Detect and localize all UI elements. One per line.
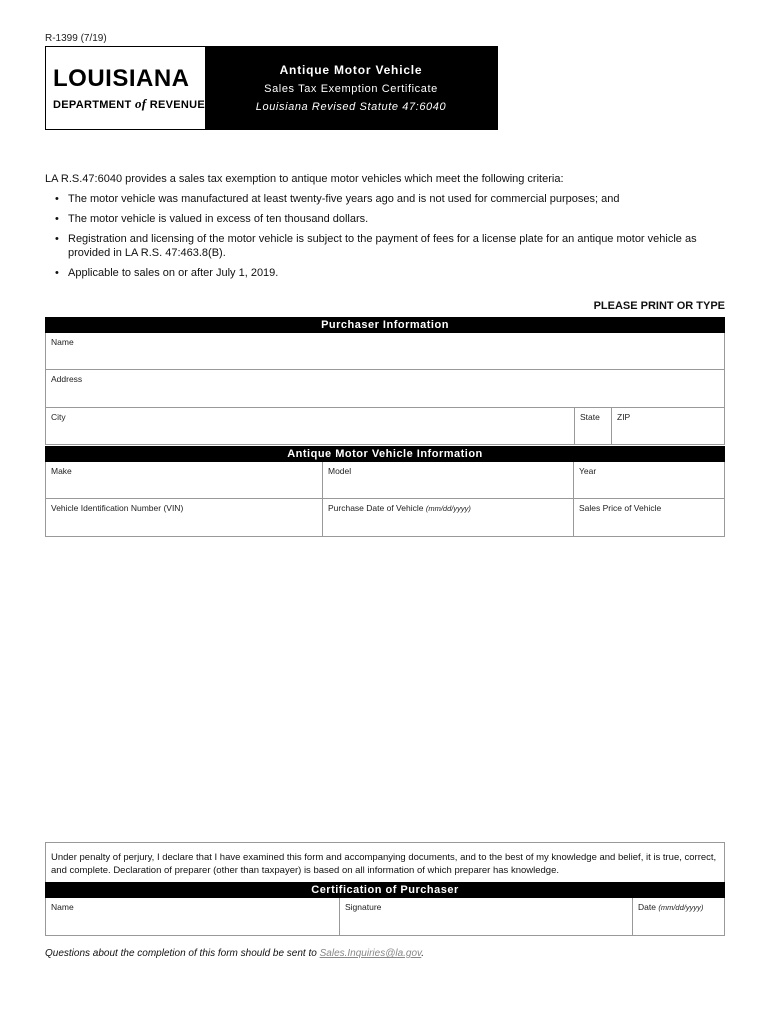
vehicle-year-field[interactable] [574, 462, 725, 499]
purchaser-section-header: Purchaser Information [45, 317, 725, 333]
form-statute: Louisiana Revised Statute 47:6040 [255, 101, 447, 113]
footer-text: Questions about the completion of this form should be sent to [45, 948, 320, 959]
intro-text: LA R.S.47:6040 provides a sales tax exemption to antique motor vehicles which meet the following criteria: [45, 173, 564, 185]
vehicle-section-header: Antique Motor Vehicle Information [45, 446, 725, 462]
criteria-list [55, 192, 725, 286]
purchaser-zip-field[interactable] [612, 408, 725, 445]
certification-date-field[interactable] [633, 898, 725, 936]
criteria-item: • The motor vehicle is valued in excess of ten thousand dollars. [55, 212, 725, 226]
vehicle-make-label: Make [51, 466, 72, 476]
purchaser-address-field[interactable] [45, 370, 725, 408]
certification-signature-label: Signature [345, 902, 382, 912]
form-title: Antique Motor Vehicle [279, 63, 423, 77]
louisiana-revenue-logo [46, 47, 205, 129]
vehicle-model-label: Model [328, 466, 352, 476]
logo-sub-text [53, 96, 205, 112]
purchaser-state-label: State [580, 412, 600, 422]
vehicle-purchase-date-hint: (mm/dd/yyyy) [425, 504, 471, 513]
logo-sub-left: DEPARTMENT [53, 99, 132, 111]
purchaser-name-label: Name [51, 337, 74, 347]
vehicle-make-field[interactable] [45, 462, 322, 499]
perjury-declaration: Under penalty of perjury, I declare that I have examined this form and accompanying documents, and to the best of my knowledge and belief, it is true, correct, and complete. Declaration of preparer (other than taxpayer) is based on all information of which preparer has knowledge. [45, 842, 725, 882]
vehicle-sales-price-label: Sales Price of Vehicle [579, 503, 662, 513]
logo-main-text: LOUISIANA [53, 65, 190, 92]
purchaser-name-field[interactable] [45, 333, 725, 370]
title-block [205, 47, 497, 129]
vehicle-vin-label: Vehicle Identification Number (VIN) [51, 503, 184, 513]
purchaser-city-label: City [51, 412, 66, 422]
certification-date-hint: (mm/dd/yyyy) [658, 903, 704, 912]
form-number: R-1399 (7/19) [45, 33, 107, 44]
vehicle-sales-price-field[interactable] [574, 499, 725, 537]
vehicle-vin-field[interactable] [45, 499, 322, 537]
purchaser-state-field[interactable] [574, 408, 612, 445]
vehicle-model-field[interactable] [322, 462, 574, 499]
purchaser-city-field[interactable] [45, 408, 574, 445]
certification-name-field[interactable] [45, 898, 339, 936]
criteria-item: • The motor vehicle was manufactured at least twenty-five years ago and is not used for commercial purposes; and [55, 192, 725, 206]
certification-date-label: Date [638, 902, 656, 912]
criteria-item: • Registration and licensing of the motor vehicle is subject to the payment of fees for a license plate for an antique motor vehicle as provided in LA R.S. 47:463.8(B). [55, 232, 725, 260]
form-header [45, 46, 498, 130]
vehicle-purchase-date-field[interactable] [322, 499, 574, 537]
inquiries-email-link[interactable]: Sales.Inquiries@la.gov [319, 948, 422, 959]
certification-name-label: Name [51, 902, 74, 912]
print-note: PLEASE PRINT OR TYPE [593, 300, 725, 312]
form-subtitle: Sales Tax Exemption Certificate [264, 83, 438, 95]
vehicle-year-label: Year [579, 466, 597, 476]
footer-note [45, 948, 424, 959]
logo-sub-of: of [134, 96, 147, 111]
footer-end: . [421, 948, 425, 959]
vehicle-purchase-date-label: Purchase Date of Vehicle [328, 503, 424, 513]
criteria-item: • Applicable to sales on or after July 1, 2019. [55, 266, 725, 280]
purchaser-address-label: Address [51, 374, 83, 384]
purchaser-zip-label: ZIP [617, 412, 631, 422]
logo-sub-right: REVENUE [149, 99, 206, 111]
certification-section-header: Certification of Purchaser [45, 882, 725, 898]
certification-signature-field[interactable] [339, 898, 633, 936]
